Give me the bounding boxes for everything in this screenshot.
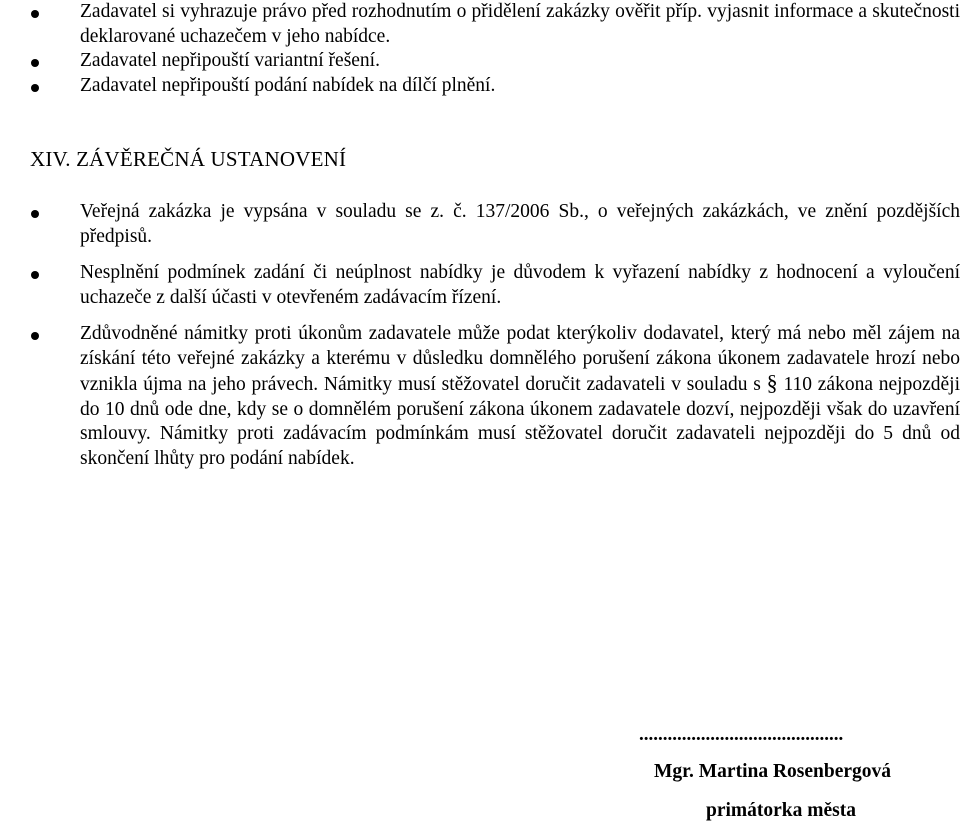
signatory-name: Mgr. Martina Rosenbergová (654, 761, 892, 782)
bullet-icon (31, 84, 39, 92)
list-item-text: Zadavatel nepřipouští podání nabídek na dílčí plnění. (80, 74, 496, 96)
list-item (80, 200, 960, 249)
bullet-icon (31, 10, 39, 18)
list-item (80, 49, 960, 74)
list-item-text: Zadavatel nepřipouští variantní řešení. (80, 50, 380, 71)
top-bullet-list (80, 0, 960, 98)
list-item-text: Veřejná zakázka je vypsána v souladu se z. č. 137/2006 Sb., o veřejných zakázkách, ve znění pozdějších předpisů. (80, 201, 960, 247)
list-item (80, 322, 960, 471)
bullet-icon (31, 332, 39, 340)
list-item (80, 261, 960, 310)
list-item-text: Nesplnění podmínek zadání či neúplnost nabídky je důvodem k vyřazení nabídky z hodnocení a vyloučení uchazeče z další účasti v otevřeném zadávacím řízení. (80, 262, 960, 308)
section-bullet-list (80, 200, 960, 483)
signatory-role: primátorka města (706, 800, 857, 821)
section-heading: XIV. ZÁVĚREČNÁ USTANOVENÍ (30, 147, 347, 171)
list-item-text-part2: 110 zákona nejpozději do 10 dnů ode dne, kdy se o domnělém porušení zákona úkonem zadavatele dozví, nejpozději však do uzavření smlouvy. Námitky proti zadávacím podmínkám musí stěžovatel doručit zadavateli nejpozději do 5 dnů od skončení lhůty pro podání nabídek. (80, 374, 960, 469)
list-item-text: Zadavatel si vyhrazuje právo před rozhodnutím o přidělení zakázky ověřit příp. vyjasnit informace a skutečnosti deklarované uchazečem v jeho nabídce. (80, 1, 960, 47)
signature-line: ........................................... (639, 724, 844, 745)
paragraph-symbol: § (766, 370, 778, 395)
bullet-icon (31, 59, 39, 67)
list-item-text-part1: Zdůvodněné námitky proti úkonům zadavatele může podat kterýkoliv dodavatel, který má nebo měl zájem na získání této veřejné zakázky a kterému v důsledku domnělého porušení zákona úkonem zadavatele hrozí nebo vznikla újma na jeho právech. Námitky musí stěžovatel doručit zadavateli v souladu s (80, 323, 960, 395)
list-item (80, 74, 960, 99)
bullet-icon (31, 210, 39, 218)
bullet-icon (31, 271, 39, 279)
list-item (80, 0, 960, 49)
